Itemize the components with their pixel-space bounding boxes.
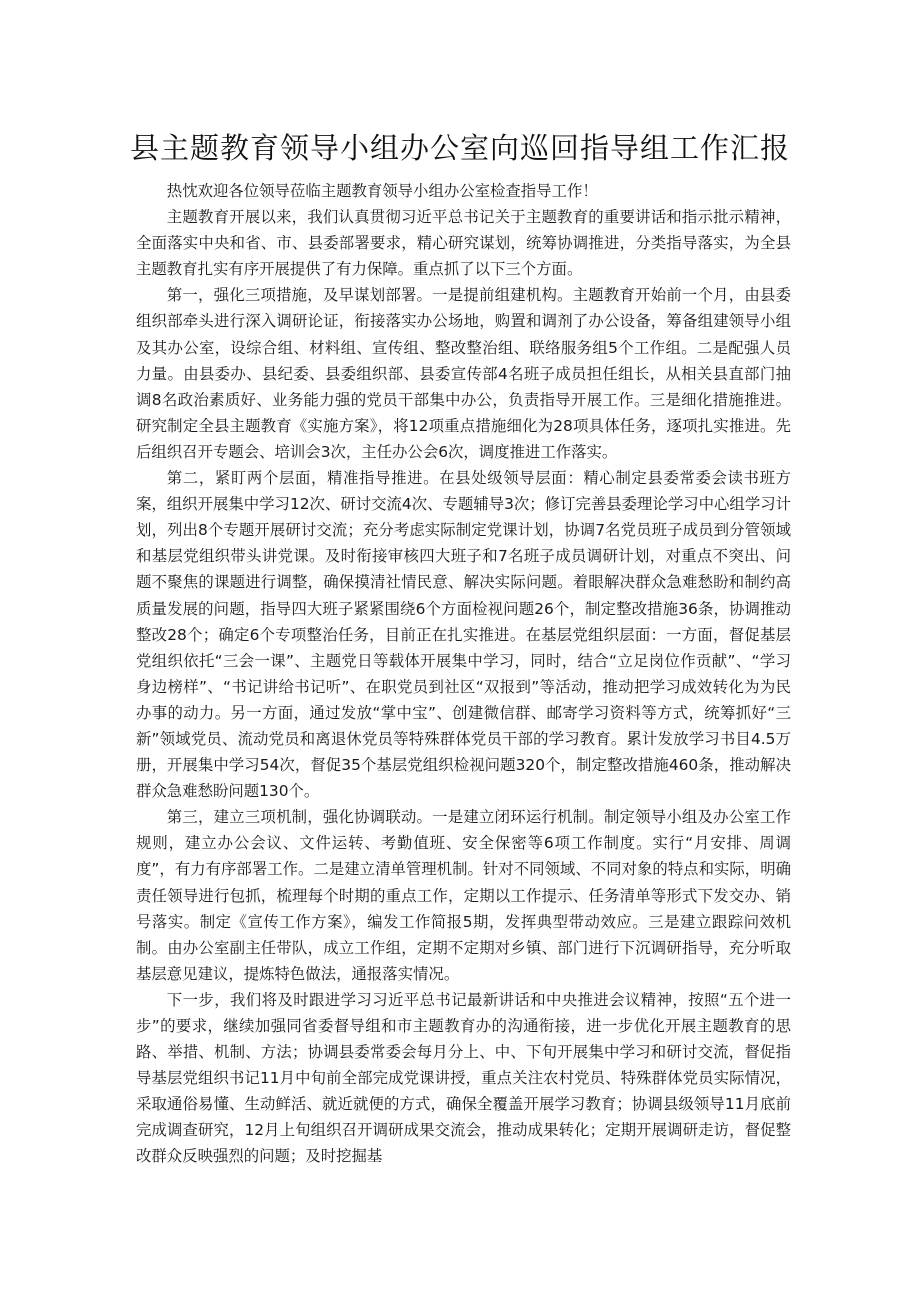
paragraph-first: 第一，强化三项措施，及早谋划部署。一是提前组建机构。主题教育开始前一个月，由县委组织部牵头进行深入调研论证，衔接落实办公场地，购置和调剂了办公设备，筹备组建领导小组及其办公室，设综合组、材料组、宣传组、整改整治组、联络服务组5个工作组。二是配强人员力量。由县委办、县纪委、县委组织部、县委宣传部4名班子成员担任组长，从相关县直部门抽调8名政治素质好、业务能力强的党员干部集中办公，负责指导开展工作。三是细化措施推进。研究制定全县主题教育《实施方案》，将12项重点措施细化为28项具体任务，逐项扎实推进。先后组织召开专题会、培训会3次，主任办公会6次，调度推进工作落实。 — [136, 286, 791, 461]
paragraph-third: 第三，建立三项机制，强化协调联动。一是建立闭环运行机制。制定领导小组及办公室工作规则，建立办公会议、文件运转、考勤值班、安全保密等6项工作制度。实行“月安排、周调度”，有力有序部署工作。二是建立清单管理机制。针对不同领域、不同对象的特点和实际，明确责任领导进行包抓，梳理每个时期的重点工作，定期以工作提示、任务清单等形式下发交办、销号落实。制定《宣传工作方案》，编发工作简报5期，发挥典型带动效应。三是建立跟踪问效机制。由办公室副主任带队，成立工作组，定期不定期对乡镇、部门进行下沉调研指导，充分听取基层意见建议，提炼特色做法，通报落实情况。 — [136, 808, 791, 983]
document-title: 县主题教育领导小组办公室向巡回指导组工作汇报 — [129, 131, 790, 165]
paragraph-second: 第二，紧盯两个层面，精准指导推进。在县处级领导层面：精心制定县委常委会读书班方案，组织开展集中学习12次、研讨交流4次、专题辅导3次；修订完善县委理论学习中心组学习计划，列出8个专题开展研讨交流；充分考虑实际制定党课计划，协调7名党员班子成员到分管领域和基层党组织带头讲党课。及时衔接审核四大班子和7名班子成员调研计划，对重点不突出、问题不聚焦的课题进行调整，确保摸清社情民意、解决实际问题。着眼解决群众急难愁盼和制约高质量发展的问题，指导四大班子紧紧围绕6个方面检视问题26个，制定整改措施36条，协调推动整改28个；确定6个专项整治任务，目前正在扎实推进。在基层党组织层面：一方面，督促基层党组织依托“三会一课”、主题党日等载体开展集中学习，同时，结合“立足岗位作贡献”、“学习身边榜样”、“书记讲给书记听”、在职党员到社区“双报到”等活动，推动把学习成效转化为为民办事的动力。另一方面，通过发放“掌中宝”、创建微信群、邮寄学习资料等方式，统筹抓好“三新”领域党员、流动党员和离退休党员等特殊群体党员干部的学习教育。累计发放学习书目4.5万册，开展集中学习54次，督促35个基层党组织检视问题320个，制定整改措施460条，推动解决群众急难愁盼问题130个。 — [136, 469, 791, 801]
document-body — [136, 178, 791, 1170]
paragraph-intro: 主题教育开展以来，我们认真贯彻习近平总书记关于主题教育的重要讲话和指示批示精神，全面落实中央和省、市、县委部署要求，精心研究谋划，统筹协调推进，分类指导落实，为全县主题教育扎实有序开展提供了有力保障。重点抓了以下三个方面。 — [136, 208, 791, 279]
paragraph-welcome: 热忱欢迎各位领导莅临主题教育领导小组办公室检查指导工作！ — [166, 182, 598, 200]
paragraph-next-steps: 下一步，我们将及时跟进学习习近平总书记最新讲话和中央推进会议精神，按照“五个进一步”的要求，继续加强同省委督导组和市主题教育办的沟通衔接，进一步优化开展主题教育的思路、举措、机制、方法；协调县委常委会每月分上、中、下旬开展集中学习和研讨交流，督促指导基层党组织书记11月中旬前全部完成党课讲授，重点关注农村党员、特殊群体党员实际情况，采取通俗易懂、生动鲜活、就近就便的方式，确保全覆盖开展学习教育；协调县级领导11月底前完成调查研究，12月上旬组织召开调研成果交流会，推动成果转化；定期开展调研走访，督促整改群众反映强烈的问题；及时挖掘基 — [136, 990, 791, 1166]
